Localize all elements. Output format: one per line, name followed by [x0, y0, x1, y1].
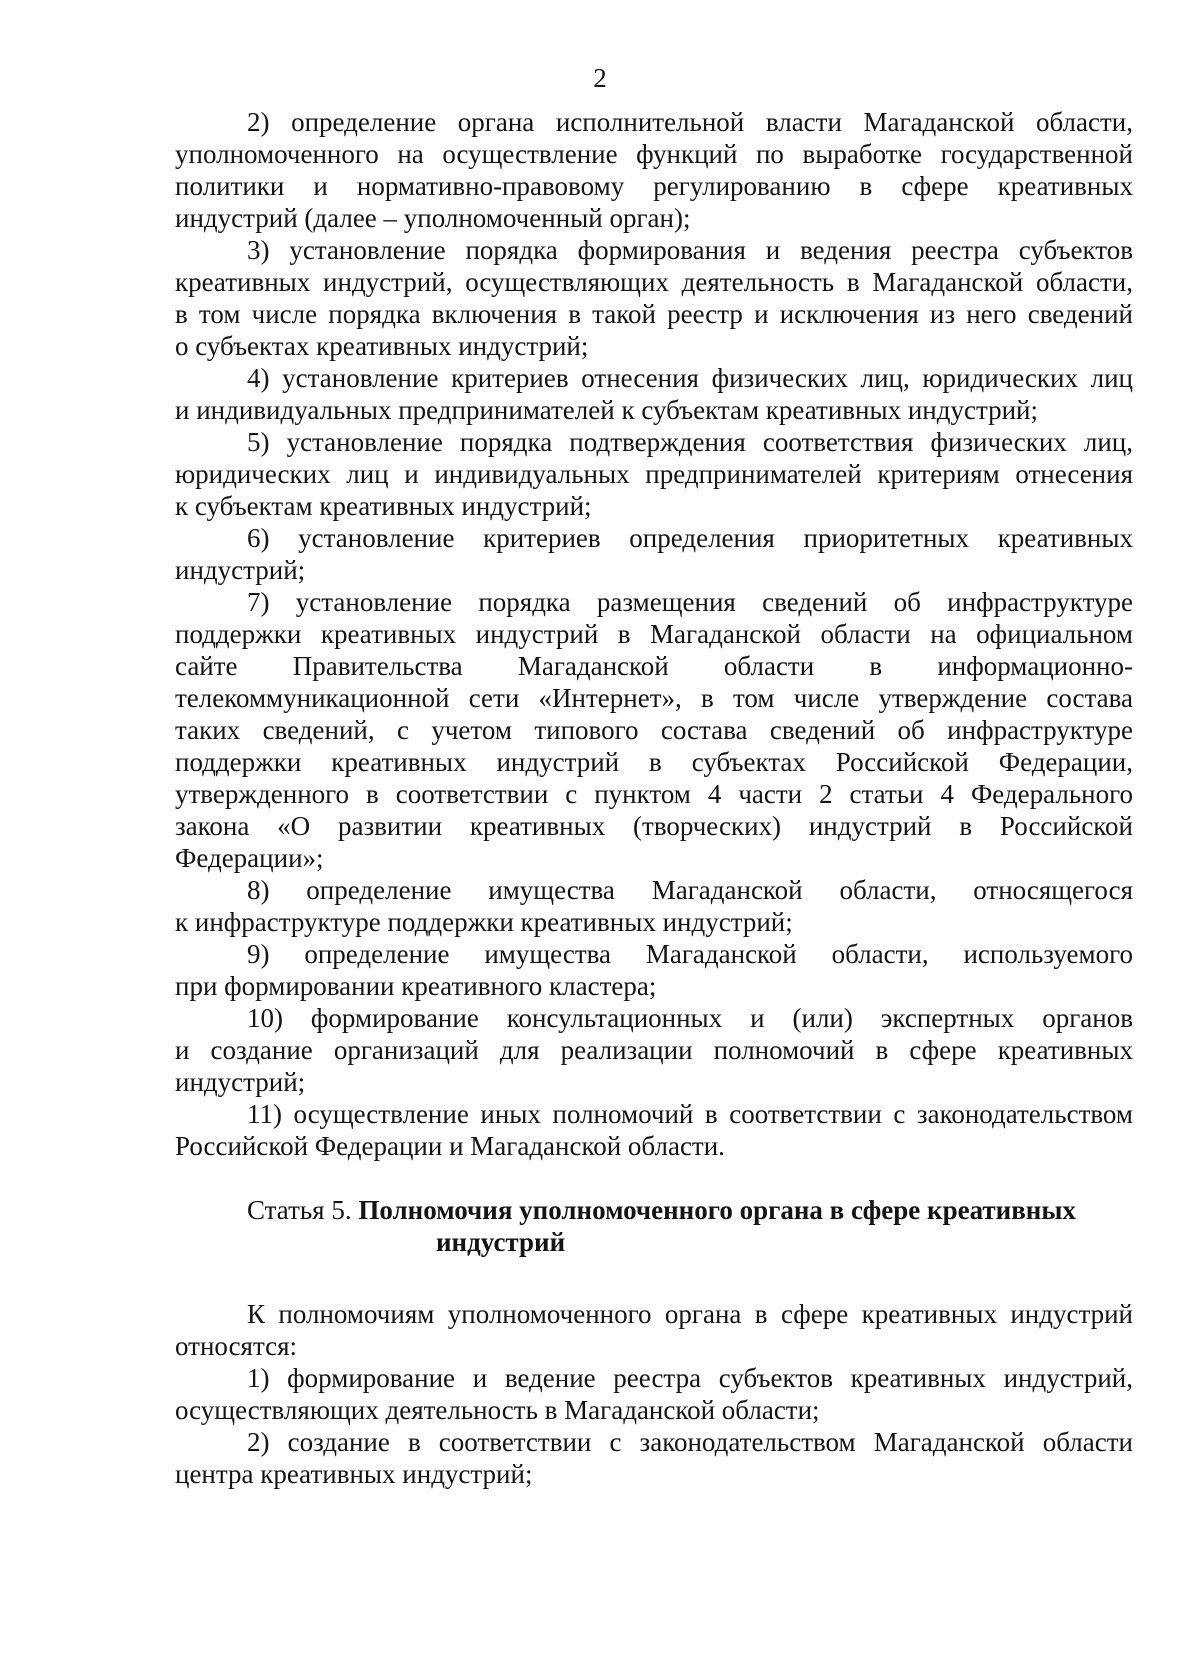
paragraph-line: поддержки креативных индустрий в Магаданской области на официальном: [175, 619, 1133, 649]
document-body: [175, 106, 1133, 1490]
paragraph-line: к субъектам креативных индустрий;: [175, 491, 592, 521]
paragraph-line: политики и нормативно-правовому регулированию в сфере креативных: [175, 171, 1133, 201]
paragraph-line: закона «О развитии креативных (творческих) индустрий в Российской: [175, 811, 1133, 841]
paragraph-line: телекоммуникационной сети «Интернет», в том числе утверждение состава: [175, 683, 1133, 713]
paragraph-line: таких сведений, с учетом типового состава сведений об инфраструктуре: [175, 715, 1133, 745]
article-title-line1: Полномочия уполномоченного органа в сфере креативных: [358, 1195, 1076, 1225]
paragraph: [175, 234, 1133, 362]
paragraph-line: и создание организаций для реализации полномочий в сфере креативных: [175, 1035, 1133, 1065]
paragraph: [175, 1362, 1133, 1426]
paragraph-line: и индивидуальных предпринимателей к субъектам креативных индустрий;: [175, 395, 1039, 425]
article-label: Статья 5.: [247, 1195, 352, 1225]
paragraph-line: сайте Правительства Магаданской области в информационно-: [175, 651, 1133, 681]
paragraph-line: Федерации»;: [175, 843, 324, 873]
paragraph-line: 9) определение имущества Магаданской области, используемого: [247, 939, 1133, 969]
paragraph: [175, 874, 1133, 938]
paragraph-line: 6) установление критериев определения приоритетных креативных: [247, 523, 1133, 553]
paragraph: [175, 426, 1133, 522]
paragraph-line: к инфраструктуре поддержки креативных индустрий;: [175, 907, 793, 937]
paragraph: [175, 586, 1133, 874]
paragraph: [175, 938, 1133, 1002]
paragraph: [175, 1426, 1133, 1490]
paragraph-line: в том числе порядка включения в такой реестр и исключения из него сведений: [175, 299, 1133, 329]
paragraph-line: утвержденного в соответствии с пунктом 4 части 2 статьи 4 Федерального: [175, 779, 1133, 809]
paragraph-line: поддержки креативных индустрий в субъектах Российской Федерации,: [175, 747, 1133, 777]
spacer: [175, 1258, 1133, 1298]
powers-list-part1: [175, 106, 1133, 1162]
paragraph-line: 8) определение имущества Магаданской области, относящегося: [247, 875, 1133, 905]
paragraph-line: 10) формирование консультационных и (или) экспертных органов: [247, 1003, 1133, 1033]
paragraph-line: 4) установление критериев отнесения физических лиц, юридических лиц: [247, 363, 1133, 393]
paragraph-line: индустрий;: [175, 1067, 306, 1097]
paragraph-line: Российской Федерации и Магаданской области.: [175, 1131, 725, 1161]
paragraph-line: уполномоченного на осуществление функций по выработке государственной: [175, 139, 1133, 169]
paragraph-line: юридических лиц и индивидуальных предпринимателей критериям отнесения: [175, 459, 1133, 489]
paragraph: [175, 362, 1133, 426]
paragraph: [175, 106, 1133, 234]
paragraph-line: центра креативных индустрий;: [175, 1459, 533, 1489]
paragraph-line: при формировании креативного кластера;: [175, 971, 657, 1001]
paragraph: [175, 1298, 1133, 1362]
paragraph-line: 3) установление порядка формирования и ведения реестра субъектов: [247, 235, 1133, 265]
paragraph-line: 5) установление порядка подтверждения соответствия физических лиц,: [247, 427, 1133, 457]
article-heading: [175, 1194, 1133, 1258]
paragraph-line: осуществляющих деятельность в Магаданской области;: [175, 1395, 820, 1425]
paragraph-line: индустрий;: [175, 555, 306, 585]
paragraph-line: К полномочиям уполномоченного органа в сфере креативных индустрий: [247, 1299, 1133, 1329]
powers-list-part2: [175, 1298, 1133, 1490]
paragraph-line: индустрий (далее – уполномоченный орган);: [175, 203, 691, 233]
article-title-line2: индустрий: [436, 1227, 566, 1257]
paragraph-line: о субъектах креативных индустрий;: [175, 331, 589, 361]
paragraph-line: креативных индустрий, осуществляющих деятельность в Магаданской области,: [175, 267, 1133, 297]
paragraph-line: 2) создание в соответствии с законодательством Магаданской области: [247, 1427, 1133, 1457]
paragraph-line: относятся:: [175, 1331, 298, 1361]
paragraph: [175, 522, 1133, 586]
page-number: 2: [593, 63, 607, 93]
paragraph: [175, 1002, 1133, 1098]
paragraph-line: 1) формирование и ведение реестра субъектов креативных индустрий,: [247, 1363, 1133, 1393]
paragraph-line: 11) осуществление иных полномочий в соответствии с законодательством: [247, 1099, 1133, 1129]
paragraph: [175, 1098, 1133, 1162]
paragraph-line: 7) установление порядка размещения сведений об инфраструктуре: [247, 587, 1133, 617]
paragraph-line: 2) определение органа исполнительной власти Магаданской области,: [247, 107, 1133, 137]
